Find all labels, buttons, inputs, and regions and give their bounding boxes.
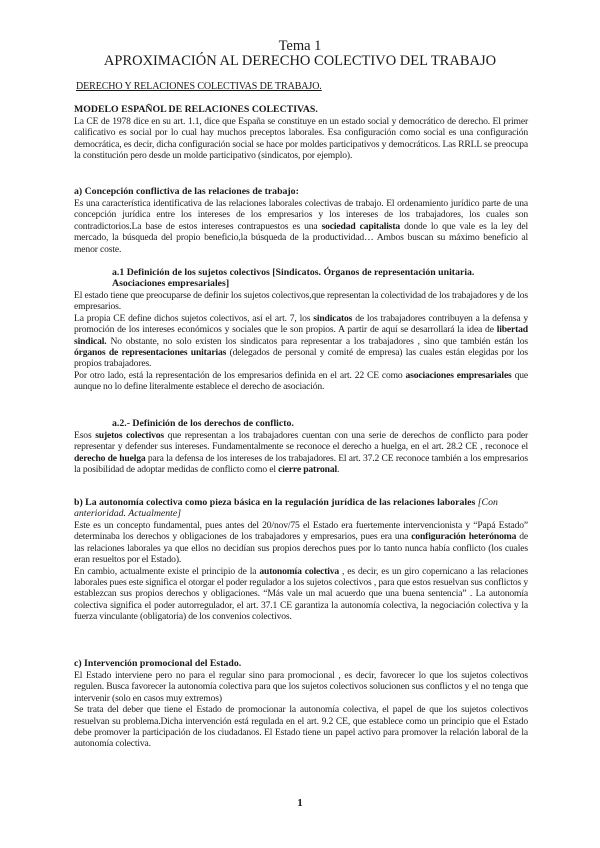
heading-b-note: [Con anterioridad. Actualmente] (74, 497, 498, 520)
section-subtitle: DERECHO Y RELACIONES COLECTIVAS DE TRABAJO. (76, 81, 322, 92)
text-run: Por otro lado, está la representación de los empresarios definida en el art. 22 CE como (74, 369, 406, 381)
text-run: para la defensa de los intereses de los trabajadores. El art. 37.2 CE reconoce también a los empresarios la posibilidad de adoptar medidas de conflicto como el (74, 452, 528, 476)
text-bold: cierre patronal (278, 464, 338, 476)
text-run: , es decir, es un giro copernicano a las relaciones laborales pues este significa el otorgar el poder regulador a los sujetos colectivos , para que estos resuelvan sus conflictos y establezcan sus propios derechos y obligaciones. “Más vale un mal acuerdo que una buena sentencia” . La autonomía colectiva significa el poder autorregulador, el art. 37.1 CE garantiza la autonomía colectiva, la negociación colectiva y la fuerza vinculante (obligatoria) de los convenios colectivos. (74, 565, 528, 623)
text-run: En cambio, actualmente existe el principio de la (74, 565, 260, 577)
text-run: de los trabajadores contribuyen a la defensa y promoción de los intereses económicos y sociales que le son propios. A partir de aquí se desarrollará la idea de (74, 312, 528, 336)
text-run: No obstante, no solo existen los sindicatos para representar a los trabajadores , sino que también están los (106, 335, 528, 347)
text-run: (delegados de personal y comité de empresa) las cuales están elegidas por los propios trabajadores. (74, 347, 528, 370)
text-run: donde lo que vale es la ley del mercado, la búsqueda del propio beneficio,la búsqueda de la productividad… Ambos buscan su máximo beneficio al menor coste. (74, 220, 529, 255)
text-bold: autonomía colectiva (259, 565, 340, 577)
document-title: APROXIMACIÓN AL DERECHO COLECTIVO DEL TRABAJO (103, 53, 497, 69)
heading-a: a) Concepción conflictiva de las relaciones de trabajo: (74, 186, 299, 197)
heading-b-text: b) La autonomía colectiva como pieza básica en la regulación jurídica de las relaciones laborales (74, 497, 476, 508)
text-bold: órganos de representaciones unitarias (74, 347, 227, 359)
text-run: . (337, 464, 340, 476)
paragraph-text: La CE de 1978 dice en su art. 1.1, dice que España se constituye en un estado social y democrático de derecho. El primer calificativo es social por lo cual hay muchos preceptos laborales. Esa configuración como social es una configuración democrática, es decir, dicha configuración social se hace por moldes participativos y democráticos. Las RRLL se preocupa la constitución pero desde un molde participativo (sindicatos, por ejemplo). (74, 116, 528, 162)
heading-c: c) Intervención promocional del Estado. (74, 658, 242, 669)
heading-a1: a.1 Definición de los sujetos colectivos [Sindicatos. Órganos de representación unitaria. Asociaciones empresariales] (112, 267, 475, 290)
text-run: que aunque no lo define literalmente establece el derecho de asociación. (74, 369, 529, 393)
text-bold: libertad sindical. (74, 324, 528, 347)
text-run: La propia CE define dichos sujetos colectivos, así el art. 7, los (74, 312, 314, 324)
paragraph-a (74, 198, 528, 255)
page-number: 1 (297, 797, 303, 809)
text-bold: derecho de huelga (74, 452, 146, 464)
text-run: Este es un concepto fundamental, pues antes del 20/nov/75 el Estado era fuertemente intervencionista y “Papá Estado” determinaba los derechos y obligaciones de los trabajadores y empresarios, pues era una (74, 520, 528, 543)
text-bold: asociaciones empresariales (405, 369, 512, 381)
paragraph-modelo (74, 116, 528, 162)
paragraph-text: El estado tiene que preocuparse de definir los sujetos colectivos,que representan la colectividad de los trabajadores y de los empresarios. (74, 290, 528, 313)
paragraph-a1 (74, 290, 528, 393)
text-bold: configuración heterónoma (411, 531, 517, 543)
heading-b (74, 497, 528, 520)
text-run: que representan a los trabajadores cuentan con una serie de derechos de conflicto para poder representar y defender sus intereses. Fundamentalmente se reconoce el derecho a huelga, en el art. 28.2 CE , reconoce el (74, 430, 528, 453)
paragraph-text: El Estado interviene pero no para el regular sino para promocional , es decir, favorecer lo que los sujetos colectivos regulen. Busca favorecer la autonomía colectiva para que los sujetos colectivos solucionen sus conflictos y el no tenga que intervenir (solo en casos muy extremos) (74, 670, 528, 704)
text-bold: sujetos colectivos (95, 430, 164, 441)
paragraph-b (74, 520, 528, 623)
topic-number: Tema 1 (278, 38, 322, 54)
text-bold: sociedad capitalista (321, 220, 401, 232)
text-bold: sindicatos (313, 312, 353, 324)
heading-modelo: MODELO ESPAÑOL DE RELACIONES COLECTIVAS. (74, 104, 318, 115)
text-run: Esos (74, 430, 96, 441)
paragraph-c (74, 670, 528, 750)
text-run: Es una característica identificativa de las relaciones laborales colectivas de trabajo. El ordenamiento jurídico parte de una concepción jurídica entre los intereses de los empresarios y los intereses de los trabajadores, los cuales son contradictorios.La base de estos intereses contrapuestos es una (74, 198, 528, 232)
text-run: de las relaciones laborales ya que ellos no decidían sus propios derechos pues por lo tanto nunca había conflicto (los cuales eran resueltos por el Estado). (74, 531, 528, 566)
heading-a2: a.2.- Definición de los derechos de conflicto. (112, 418, 294, 429)
paragraph-a2 (74, 430, 528, 476)
paragraph-text: Se trata del deber que tiene el Estado de promocionar la autonomía colectiva, el papel de que los sujetos colectivos resuelvan su problema.Dicha intervención está regulada en el art. 9.2 CE, que establece como un principio que el Estado debe promover la participación de los ciudadanos. El Estado tiene un papel activo para promover la relación laboral de la autonomía colectiva. (74, 704, 528, 750)
